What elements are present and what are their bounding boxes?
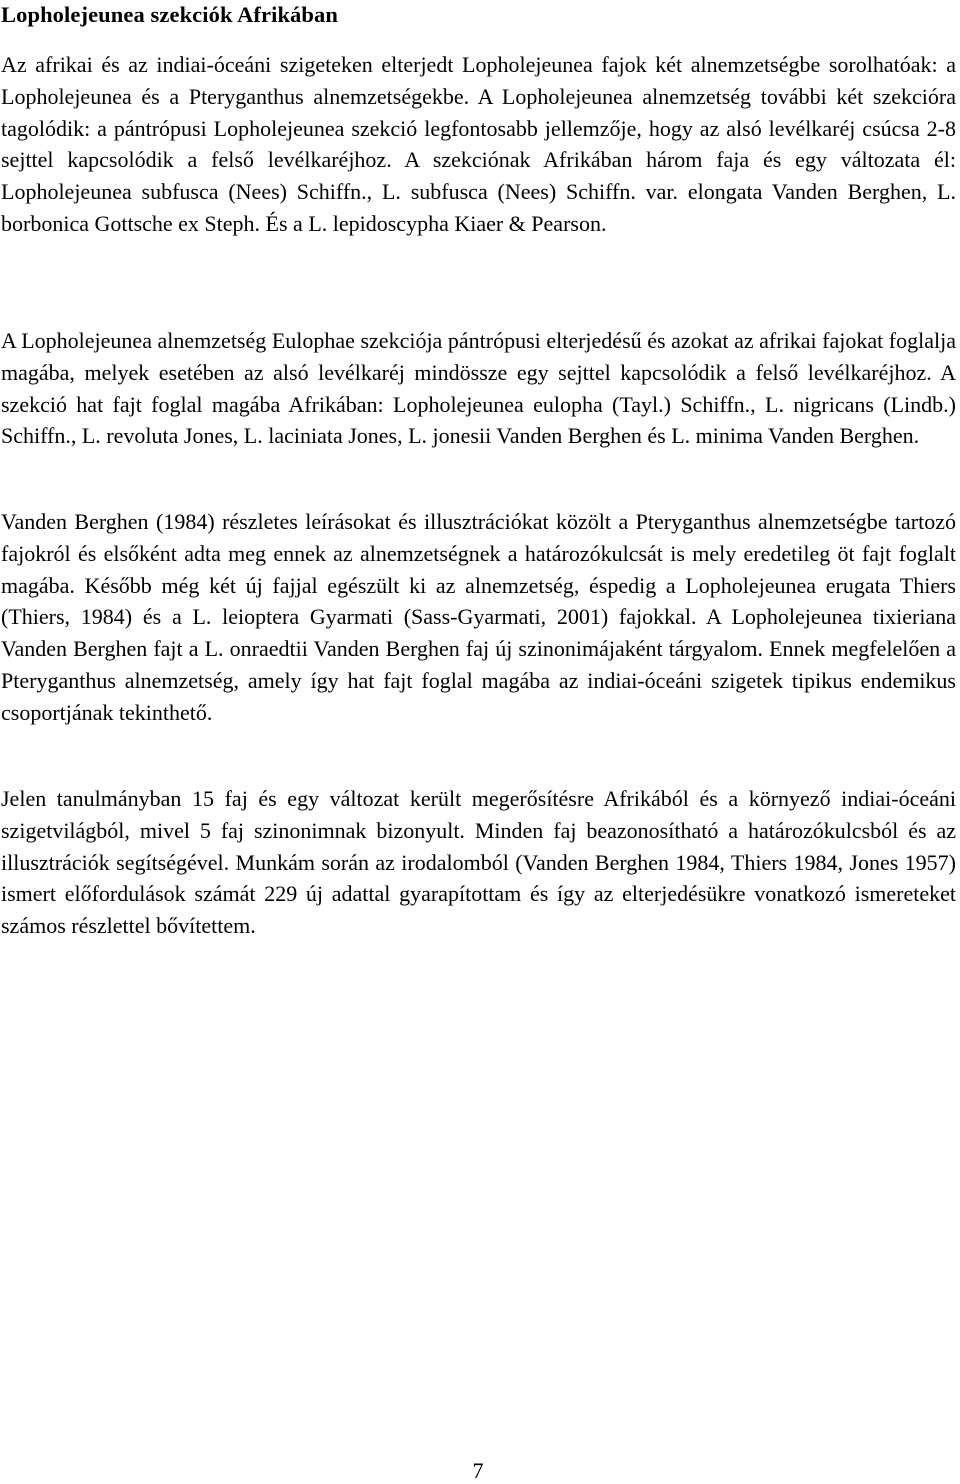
paragraph-lopholejeunea-section: Az afrikai és az indiai-óceáni szigeteken elterjedt Lopholejeunea fajok két alnemzetségbe sorolhatóak: a Lopholejeunea és a Pteryganthus alnemzetségekbe. A Lopholejeunea alnemzetség további két szekcióra tagolódik: a pántrópusi Lopholejeunea szekció legfontosabb jellemzője, hogy az alsó levélkaréj csúcsa 2-8 sejttel kapcsolódik a felső levélkaréjhoz. A szekciónak Afrikában három faja és egy változata él: Lopholejeunea subfusca (Nees) Schiffn., L. subfusca (Nees) Schiffn. var. elongata Vanden Berghen, L. borbonica Gottsche ex Steph. És a L. lepidoscypha Kiaer & Pearson. xyxy=(1,52,956,236)
paragraph-eulophae-section: A Lopholejeunea alnemzetség Eulophae szekciója pántrópusi elterjedésű és azokat az afrikai fajokat foglalja magába, melyek esetében az alsó levélkaréj mindössze egy sejttel kapcsolódik a felső levélkaréjhoz. A szekció hat fajt foglal magába Afrikában: Lopholejeunea eulopha (Tayl.) Schiffn., L. nigricans (Lindb.) Schiffn., L. revoluta Jones, L. laciniata Jones, L. jonesii Vanden Berghen és L. minima Vanden Berghen. xyxy=(1,328,956,449)
page-number: 7 xyxy=(472,1458,484,1483)
section-heading: Lopholejeunea szekciók Afrikában xyxy=(1,2,338,27)
paragraph-pteryganthus-subgenus: Vanden Berghen (1984) részletes leírásokat és illusztrációkat közölt a Pteryganthus alnemzetségbe tartozó fajokról és elsőként adta meg ennek az alnemzetségnek a határozókulcsát is mely eredetileg öt fajt foglalt magába. Később még két új fajjal egészült ki az alnemzetség, éspedig a Lopholejeunea erugata Thiers (Thiers, 1984) és a L. leioptera Gyarmati (Sass-Gyarmati, 2001) fajokkal. A Lopholejeunea tixieriana Vanden Berghen fajt a L. onraedtii Vanden Berghen faj új szinonimájaként tárgyalom. Ennek megfelelően a Pteryganthus alnemzetség, amely így hat fajt foglal magába az indiai-óceáni szigetek tipikus endemikus csoportjának tekinthető. xyxy=(1,509,956,725)
paragraph-study-summary: Jelen tanulmányban 15 faj és egy változat került megerősítésre Afrikából és a környező indiai-óceáni szigetvilágból, mivel 5 faj szinonimnak bizonyult. Minden faj beazonosítható a határozókulcsból és az illusztrációk segítségével. Munkám során az irodalomból (Vanden Berghen 1984, Thiers 1984, Jones 1957) ismert előfordulások számát 229 új adattal gyarapítottam és így az elterjedésükre vonatkozó ismereteket számos részlettel bővítettem. xyxy=(1,786,956,939)
